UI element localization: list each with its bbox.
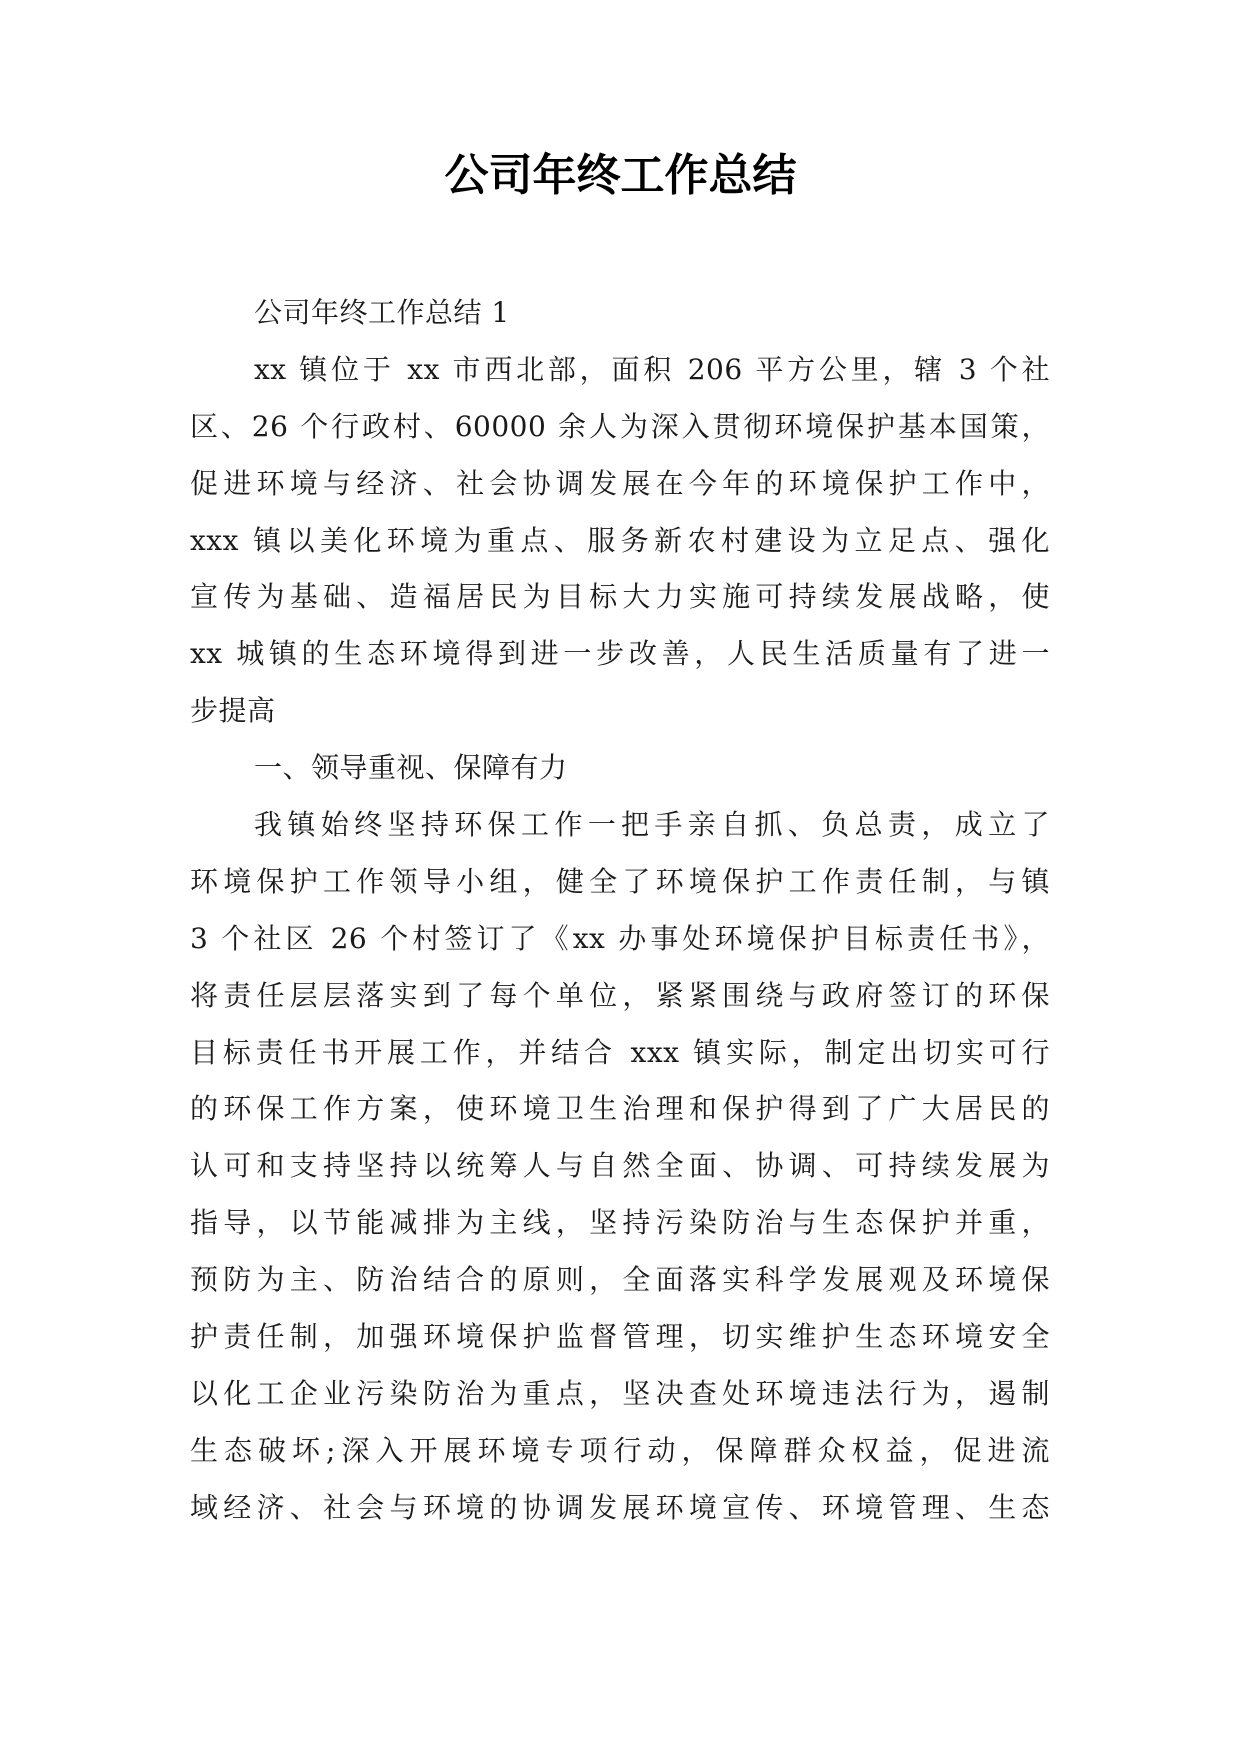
text-line: 认可和支持坚持以统筹人与自然全面、协调、可持续发展为 — [190, 1149, 1050, 1183]
text-line: 我镇始终坚持环保工作一把手亲自抓、负总责，成立了 — [254, 808, 1050, 842]
text-line: 3 个社区 26 个村签订了《xx 办事处环境保护目标责任书》， — [190, 921, 1050, 955]
text-line: xxx 镇以美化环境为重点、服务新农村建设为立足点、强化 — [190, 523, 1050, 557]
text-line: 促进环境与经济、社会协调发展在今年的环境保护工作中， — [190, 466, 1050, 500]
text-line: xx 镇位于 xx 市西北部，面积 206 平方公里，辖 3 个社 — [254, 352, 1050, 386]
text-line: 护责任制，加强环境保护监督管理，切实维护生态环境安全 — [190, 1320, 1050, 1354]
text-line: 区、26 个行政村、60000 余人为深入贯彻环境保护基本国策， — [190, 409, 1050, 443]
text-line: 预防为主、防治结合的原则，全面落实科学发展观及环境保 — [190, 1263, 1050, 1297]
text-line: 将责任层层落实到了每个单位，紧紧围绕与政府签订的环保 — [190, 978, 1050, 1012]
text-line: 指导，以节能减排为主线，坚持污染防治与生态保护并重， — [190, 1206, 1050, 1240]
text-line: xx 城镇的生态环境得到进一步改善，人民生活质量有了进一 — [190, 637, 1050, 671]
text-line: 域经济、社会与环境的协调发展环境宣传、环境管理、生态 — [190, 1490, 1050, 1524]
text-line: 一、领导重视、保障有力 — [254, 751, 568, 785]
text-line: 宣传为基础、造福居民为目标大力实施可持续发展战略，使 — [190, 580, 1050, 614]
text-line: 生态破坏;深入开展环境专项行动，保障群众权益，促进流 — [190, 1433, 1050, 1467]
text-line: 公司年终工作总结 1 — [254, 296, 510, 329]
text-line: 环境保护工作领导小组，健全了环境保护工作责任制，与镇 — [190, 864, 1050, 898]
text-line: 以化工企业污染防治为重点，坚决查处环境违法行为，遏制 — [190, 1376, 1050, 1410]
text-line: 步提高 — [190, 694, 276, 728]
text-line: 的环保工作方案，使环境卫生治理和保护得到了广大居民的 — [190, 1092, 1050, 1126]
text-line: 目标责任书开展工作，并结合 xxx 镇实际，制定出切实可行 — [190, 1035, 1050, 1069]
document-title: 公司年终工作总结 — [444, 150, 797, 201]
document-body — [190, 285, 1050, 1537]
